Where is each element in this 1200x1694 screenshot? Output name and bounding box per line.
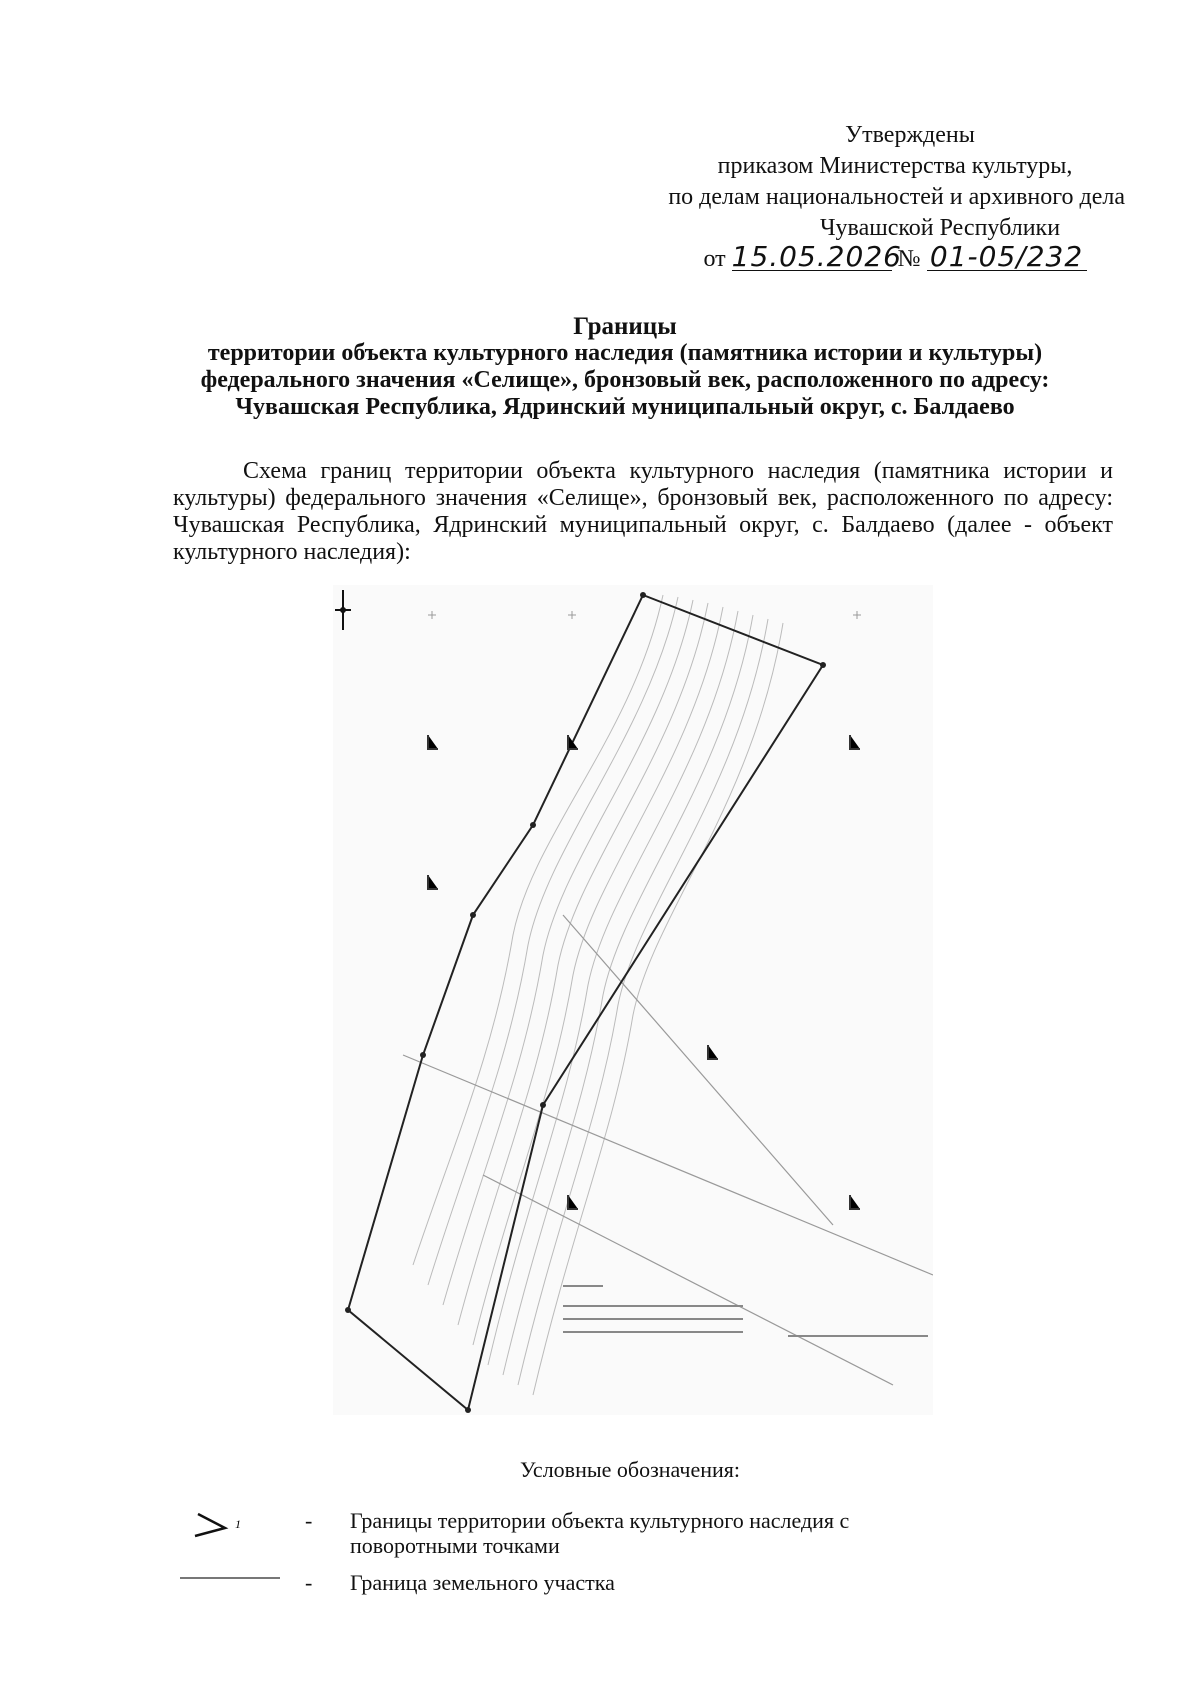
boundary-turning-point-icon [180, 1508, 290, 1548]
approval-date: 15.05.2026 [731, 240, 902, 273]
legend-title: Условные обозначения: [520, 1457, 741, 1482]
approval-date-number [605, 240, 1125, 275]
approval-number: 01-05/232 [927, 244, 1087, 271]
legend-marker-label: 1 [235, 1517, 241, 1531]
title-line-2: территории объекта культурного наследия (памятника истории и культуры) [207, 340, 1043, 366]
site-boundary-map [333, 585, 933, 1415]
number-prefix: № [897, 246, 921, 272]
document-title [150, 313, 1100, 421]
body-text [173, 458, 1113, 566]
date-prefix: от [703, 246, 726, 272]
legend-dash: - [305, 1508, 313, 1533]
map-background [333, 585, 933, 1415]
body-paragraph: Схема границ территории объекта культурного наследия (памятника истории и культуры) федерального значения «Селище», бронзовый век, расположенного по адресу: Чувашская Республика, Ядринский муниципальный округ, с. Балдаево (далее - объект культурного наследия): [173, 458, 1113, 565]
approval-block [605, 120, 1125, 275]
title-line-3: федерального значения «Селище», бронзовый век, расположенного по адресу: [200, 367, 1050, 393]
legend-dash: - [305, 1570, 313, 1595]
legend-text-boundary: Границы территории объекта культурного наследия с поворотными точками [350, 1508, 850, 1558]
title-line-4: Чувашская Республика, Ядринский муниципальный округ, с. Балдаево [235, 394, 1015, 420]
land-plot-line-icon [180, 1570, 290, 1610]
title-line-1: Границы [573, 313, 677, 340]
approval-line-3: по делам национальностей и архивного дела [668, 184, 1125, 210]
approval-line-1: Утверждены [845, 122, 975, 148]
approval-line-2: приказом Министерства культуры, [717, 153, 1073, 179]
legend-text-land-plot: Граница земельного участка [350, 1570, 615, 1595]
approval-line-4: Чувашской Республики [819, 215, 1061, 241]
map-drawing [333, 585, 933, 1415]
